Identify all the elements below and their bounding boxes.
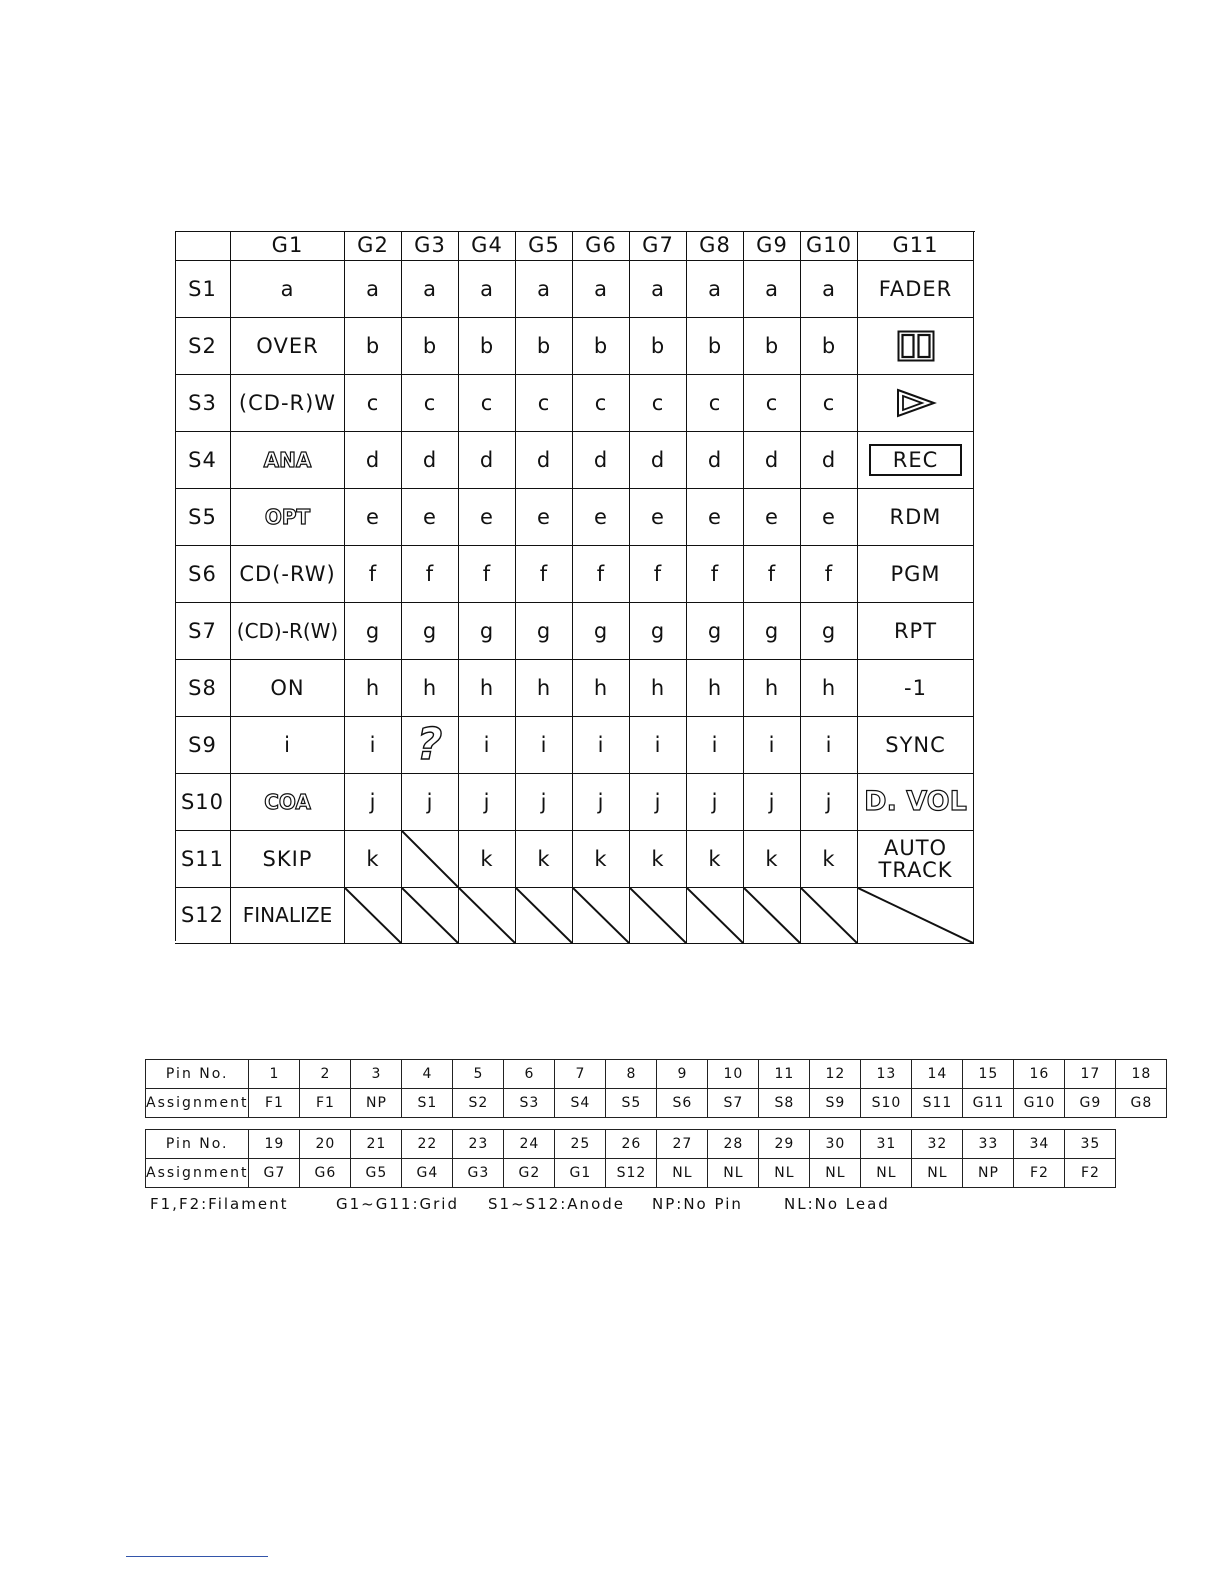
segment-cell: c — [573, 375, 630, 432]
segment-cell: k — [687, 831, 744, 888]
pin-assignment: G5 — [351, 1159, 402, 1188]
pin-number: 10 — [708, 1060, 759, 1089]
segment-cell: c — [345, 375, 402, 432]
pin-assignment: S3 — [504, 1089, 555, 1118]
pin-assignment: S1 — [402, 1089, 453, 1118]
pin-number: 1 — [249, 1060, 300, 1089]
pin-number: 33 — [963, 1130, 1014, 1159]
pin-number: 27 — [657, 1130, 708, 1159]
empty-cell-diagonal — [459, 888, 515, 943]
segment-cell: h — [801, 660, 858, 717]
anode-label: S10 — [175, 774, 231, 831]
segment-cell: e — [744, 489, 801, 546]
segment-cell: b — [345, 318, 402, 375]
segment-cell: b — [459, 318, 516, 375]
segment-grid-matrix — [175, 231, 975, 941]
pin-number: 9 — [657, 1060, 708, 1089]
assignment-header: Assignment — [146, 1089, 249, 1118]
g1-segment-label: a — [231, 261, 345, 318]
segment-cell: j — [573, 774, 630, 831]
empty-cell-diagonal — [402, 888, 458, 943]
segment-cell: g — [402, 603, 459, 660]
segment-cell: c — [744, 375, 801, 432]
segment-cell: a — [801, 261, 858, 318]
segment-cell: f — [516, 546, 573, 603]
segment-cell: g — [516, 603, 573, 660]
pin-number: 28 — [708, 1130, 759, 1159]
segment-cell: g — [630, 603, 687, 660]
legend-grid: G1~G11:Grid — [336, 1195, 459, 1213]
pin-number: 3 — [351, 1060, 402, 1089]
g1-segment-label: ON — [231, 660, 345, 717]
segment-cell: h — [573, 660, 630, 717]
segment-cell — [402, 717, 459, 774]
pin-number: 7 — [555, 1060, 606, 1089]
g1-segment-label: OPT — [231, 489, 345, 546]
anode-label: S11 — [175, 831, 231, 888]
pin-assignment: S9 — [810, 1089, 861, 1118]
segment-cell — [687, 888, 744, 944]
pin-assignment: S11 — [912, 1089, 963, 1118]
g11-indicator: FADER — [858, 261, 974, 318]
pin-number: 12 — [810, 1060, 861, 1089]
segment-cell: f — [801, 546, 858, 603]
segment-cell: e — [459, 489, 516, 546]
segment-cell: c — [402, 375, 459, 432]
segment-cell — [516, 888, 573, 944]
pin-assignment: NL — [708, 1159, 759, 1188]
g1-segment-label: FINALIZE — [231, 888, 345, 944]
g11-indicator: SYNC — [858, 717, 974, 774]
segment-cell: k — [744, 831, 801, 888]
segment-cell — [573, 888, 630, 944]
empty-cell-diagonal — [402, 831, 458, 887]
pin-number: 5 — [453, 1060, 504, 1089]
pin-assignment: G11 — [963, 1089, 1014, 1118]
segment-cell — [630, 888, 687, 944]
segment-cell: e — [345, 489, 402, 546]
g1-segment-label: ANA — [231, 432, 345, 489]
legend-no-lead: NL:No Lead — [784, 1195, 890, 1213]
segment-cell: k — [801, 831, 858, 888]
pin-assignment: F2 — [1065, 1159, 1116, 1188]
segment-cell — [801, 888, 858, 944]
pin-number: 14 — [912, 1060, 963, 1089]
grid-header: G11 — [858, 231, 974, 261]
pin-assignment: G2 — [504, 1159, 555, 1188]
anode-label: S5 — [175, 489, 231, 546]
footer-rule — [126, 1556, 268, 1557]
segment-cell: a — [459, 261, 516, 318]
pin-assignment: NL — [912, 1159, 963, 1188]
empty-cell-diagonal — [858, 888, 973, 943]
anode-label: S6 — [175, 546, 231, 603]
pin-number: 18 — [1116, 1060, 1167, 1089]
pin-number: 25 — [555, 1130, 606, 1159]
segment-cell: c — [687, 375, 744, 432]
segment-cell: d — [630, 432, 687, 489]
segment-cell: h — [345, 660, 402, 717]
segment-cell: e — [801, 489, 858, 546]
g1-segment-label: (CD)-R(W) — [231, 603, 345, 660]
segment-cell: j — [402, 774, 459, 831]
pin-assignment: S5 — [606, 1089, 657, 1118]
pin-number: 4 — [402, 1060, 453, 1089]
pin-assignment: G9 — [1065, 1089, 1116, 1118]
pin-number: 15 — [963, 1060, 1014, 1089]
segment-cell: j — [801, 774, 858, 831]
segment-cell: j — [744, 774, 801, 831]
matrix-corner — [175, 231, 231, 261]
pin-number: 26 — [606, 1130, 657, 1159]
segment-cell — [345, 888, 402, 944]
segment-cell: k — [573, 831, 630, 888]
g11-indicator: RDM — [858, 489, 974, 546]
segment-cell: b — [801, 318, 858, 375]
segment-cell: e — [573, 489, 630, 546]
empty-cell-diagonal — [687, 888, 743, 943]
pin-assignment: F2 — [1014, 1159, 1065, 1188]
pin-number: 21 — [351, 1130, 402, 1159]
pin-no-header: Pin No. — [146, 1060, 249, 1089]
segment-cell: k — [516, 831, 573, 888]
pin-assignment: S7 — [708, 1089, 759, 1118]
empty-cell-diagonal — [744, 888, 800, 943]
pin-number: 6 — [504, 1060, 555, 1089]
segment-cell: d — [573, 432, 630, 489]
pin-number: 23 — [453, 1130, 504, 1159]
pin-assignment: NL — [657, 1159, 708, 1188]
segment-cell: b — [744, 318, 801, 375]
pin-number: 34 — [1014, 1130, 1065, 1159]
g11-indicator: -1 — [858, 660, 974, 717]
pin-assignment: S10 — [861, 1089, 912, 1118]
legend-filament: F1,F2:Filament — [150, 1195, 289, 1213]
anode-label: S9 — [175, 717, 231, 774]
pin-number: 22 — [402, 1130, 453, 1159]
segment-cell: c — [630, 375, 687, 432]
segment-cell: b — [630, 318, 687, 375]
segment-cell — [459, 888, 516, 944]
play-icon — [858, 375, 974, 432]
segment-cell: j — [345, 774, 402, 831]
segment-cell: i — [573, 717, 630, 774]
pin-assignment: G3 — [453, 1159, 504, 1188]
g11-indicator: D. VOL — [858, 774, 974, 831]
segment-cell: g — [801, 603, 858, 660]
pin-number: 2 — [300, 1060, 351, 1089]
anode-label: S2 — [175, 318, 231, 375]
assignment-row — [146, 1159, 1116, 1188]
pin-legend — [150, 1195, 910, 1217]
pin-number: 8 — [606, 1060, 657, 1089]
pin-number-row — [146, 1130, 1116, 1159]
pin-no-header: Pin No. — [146, 1130, 249, 1159]
pin-number: 30 — [810, 1130, 861, 1159]
segment-cell: a — [345, 261, 402, 318]
segment-cell: j — [687, 774, 744, 831]
pin-assignment: S4 — [555, 1089, 606, 1118]
pin-number: 11 — [759, 1060, 810, 1089]
pin-number: 31 — [861, 1130, 912, 1159]
segment-cell: i — [459, 717, 516, 774]
segment-cell: h — [459, 660, 516, 717]
segment-cell: c — [801, 375, 858, 432]
pin-number: 13 — [861, 1060, 912, 1089]
segment-cell: k — [345, 831, 402, 888]
segment-cell: i — [516, 717, 573, 774]
pin-assignment: G8 — [1116, 1089, 1167, 1118]
pin-assignment: NL — [810, 1159, 861, 1188]
empty-cell-diagonal — [573, 888, 629, 943]
segment-cell: j — [630, 774, 687, 831]
g1-segment-label: i — [231, 717, 345, 774]
segment-cell: k — [630, 831, 687, 888]
segment-cell: f — [687, 546, 744, 603]
pin-assignment: G10 — [1014, 1089, 1065, 1118]
pause-icon-shape — [897, 330, 935, 362]
segment-cell: a — [402, 261, 459, 318]
assignment-header: Assignment — [146, 1159, 249, 1188]
assignment-row — [146, 1089, 1167, 1118]
segment-cell: k — [459, 831, 516, 888]
grid-header: G3 — [402, 231, 459, 261]
segment-cell: f — [345, 546, 402, 603]
segment-cell: d — [744, 432, 801, 489]
pin-number: 35 — [1065, 1130, 1116, 1159]
legend-anode: S1~S12:Anode — [488, 1195, 625, 1213]
g1-segment-label: SKIP — [231, 831, 345, 888]
pin-assignment: G7 — [249, 1159, 300, 1188]
empty-cell-diagonal — [630, 888, 686, 943]
segment-cell: h — [516, 660, 573, 717]
segment-cell: e — [687, 489, 744, 546]
segment-cell: j — [459, 774, 516, 831]
grid-header: G9 — [744, 231, 801, 261]
segment-cell: f — [630, 546, 687, 603]
empty-cell-diagonal — [345, 888, 401, 943]
question-mark-symbol: ? — [416, 718, 444, 770]
pin-number: 20 — [300, 1130, 351, 1159]
segment-cell: c — [459, 375, 516, 432]
g11-indicator — [858, 888, 974, 944]
pin-number: 24 — [504, 1130, 555, 1159]
grid-header: G4 — [459, 231, 516, 261]
pin-assignment: S2 — [453, 1089, 504, 1118]
anode-label: S3 — [175, 375, 231, 432]
g11-indicator: RPT — [858, 603, 974, 660]
g1-segment-label: OVER — [231, 318, 345, 375]
segment-cell: d — [687, 432, 744, 489]
segment-cell: f — [744, 546, 801, 603]
pin-assignment: NP — [963, 1159, 1014, 1188]
empty-cell-diagonal — [516, 888, 572, 943]
pin-assignment: F1 — [249, 1089, 300, 1118]
play-icon-shape — [895, 388, 937, 418]
segment-cell: i — [345, 717, 402, 774]
segment-cell: a — [630, 261, 687, 318]
g11-indicator: PGM — [858, 546, 974, 603]
grid-header: G2 — [345, 231, 402, 261]
segment-cell — [744, 888, 801, 944]
segment-cell: h — [402, 660, 459, 717]
anode-label: S1 — [175, 261, 231, 318]
segment-cell: b — [516, 318, 573, 375]
segment-cell: i — [801, 717, 858, 774]
g1-segment-label: COA — [231, 774, 345, 831]
segment-cell: g — [573, 603, 630, 660]
g1-segment-label: CD(-RW) — [231, 546, 345, 603]
segment-cell: h — [744, 660, 801, 717]
pin-assignment: F1 — [300, 1089, 351, 1118]
pin-number: 17 — [1065, 1060, 1116, 1089]
segment-cell — [402, 831, 459, 888]
segment-cell: h — [630, 660, 687, 717]
pin-assignment: S6 — [657, 1089, 708, 1118]
pin-number: 19 — [249, 1130, 300, 1159]
segment-cell — [402, 888, 459, 944]
segment-cell: g — [345, 603, 402, 660]
segment-cell: i — [630, 717, 687, 774]
segment-cell: f — [402, 546, 459, 603]
grid-header: G6 — [573, 231, 630, 261]
pin-assignment: NL — [759, 1159, 810, 1188]
segment-cell: a — [744, 261, 801, 318]
pin-number: 16 — [1014, 1060, 1065, 1089]
anode-label: S7 — [175, 603, 231, 660]
g11-indicator — [858, 432, 974, 489]
pin-number: 29 — [759, 1130, 810, 1159]
segment-cell: d — [345, 432, 402, 489]
grid-header: G5 — [516, 231, 573, 261]
segment-cell: b — [402, 318, 459, 375]
pin-number: 32 — [912, 1130, 963, 1159]
pin-assignment: G4 — [402, 1159, 453, 1188]
grid-header: G10 — [801, 231, 858, 261]
segment-cell: g — [459, 603, 516, 660]
pin-assignment: S12 — [606, 1159, 657, 1188]
pin-assignment: S8 — [759, 1089, 810, 1118]
anode-label: S8 — [175, 660, 231, 717]
segment-cell: d — [459, 432, 516, 489]
segment-cell: g — [744, 603, 801, 660]
anode-label: S4 — [175, 432, 231, 489]
pin-assignment-table-2 — [145, 1129, 1116, 1188]
segment-cell: e — [402, 489, 459, 546]
segment-cell: h — [687, 660, 744, 717]
pin-assignment-table-1 — [145, 1059, 1167, 1118]
rec-indicator-box: REC — [869, 444, 963, 476]
segment-cell: g — [687, 603, 744, 660]
segment-cell: j — [516, 774, 573, 831]
empty-cell-diagonal — [801, 888, 857, 943]
anode-label: S12 — [175, 888, 231, 944]
grid-header: G7 — [630, 231, 687, 261]
segment-cell: f — [573, 546, 630, 603]
segment-cell: i — [687, 717, 744, 774]
segment-cell: d — [516, 432, 573, 489]
grid-header: G1 — [231, 231, 345, 261]
grid-header: G8 — [687, 231, 744, 261]
pin-assignment: G6 — [300, 1159, 351, 1188]
legend-no-pin: NP:No Pin — [652, 1195, 743, 1213]
pin-assignment: G1 — [555, 1159, 606, 1188]
g1-segment-label: (CD-R)W — [231, 375, 345, 432]
pause-icon — [858, 318, 974, 375]
segment-cell: a — [516, 261, 573, 318]
segment-cell: e — [516, 489, 573, 546]
segment-cell: c — [516, 375, 573, 432]
segment-cell: d — [402, 432, 459, 489]
pin-assignment: NL — [861, 1159, 912, 1188]
segment-cell: a — [573, 261, 630, 318]
segment-cell: i — [744, 717, 801, 774]
segment-cell: d — [801, 432, 858, 489]
segment-cell: b — [573, 318, 630, 375]
segment-cell: b — [687, 318, 744, 375]
pin-assignment: NP — [351, 1089, 402, 1118]
segment-cell: a — [687, 261, 744, 318]
pin-number-row — [146, 1060, 1167, 1089]
segment-cell: e — [630, 489, 687, 546]
segment-cell: f — [459, 546, 516, 603]
g11-indicator: AUTO TRACK — [858, 831, 974, 888]
